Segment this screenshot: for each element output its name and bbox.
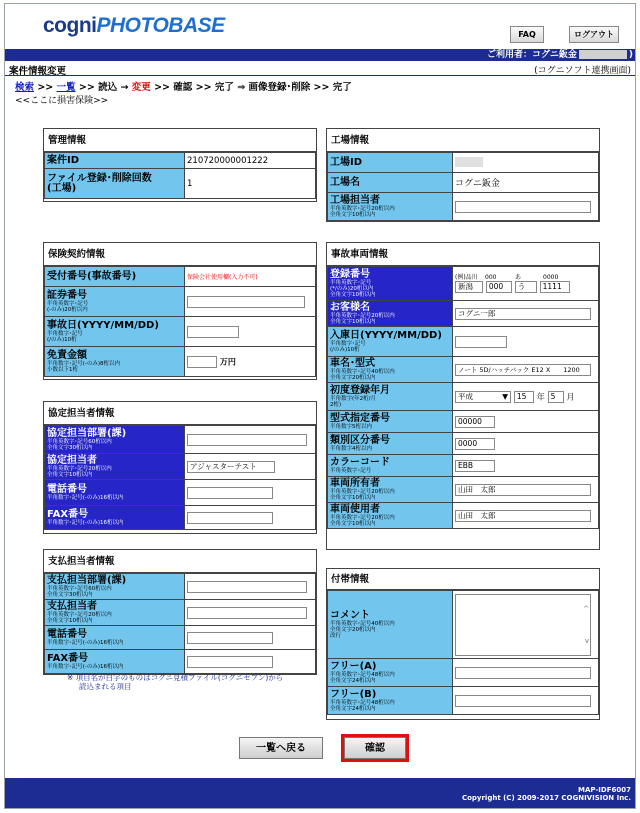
era-value: 平成: [458, 391, 473, 401]
car-model-input[interactable]: ノート 5D/ハッチバック E12 X 1200: [455, 364, 591, 376]
deductible-unit: 万円: [219, 357, 236, 366]
owner-input[interactable]: 山田 太郎: [455, 484, 591, 496]
app-frame: [4, 3, 636, 809]
label-sub: 半角英数字･記号20桁以内: [330, 312, 395, 319]
agreement-fax-cell: [185, 506, 316, 530]
payment-fax-input[interactable]: [187, 656, 273, 668]
user-label: [328, 503, 453, 529]
customer-name-input[interactable]: コグニ一郎: [455, 308, 591, 320]
value-text: 1: [187, 178, 193, 189]
label-text: 型式指定番号: [330, 412, 390, 424]
footnote-line: ※ 項目名が白字のものはコグニ見積ファイル(コグニセブン)から: [67, 673, 284, 682]
confirm-label: 確認: [365, 743, 385, 754]
label-sub: 2桁): [330, 401, 342, 408]
insurance-contract-section: [43, 242, 317, 380]
user-suffix: ): [628, 50, 633, 60]
label-text: 入庫日(YYYY/MM/DD): [330, 329, 442, 341]
user-cell: [453, 503, 599, 529]
label-text: 工場ID: [330, 156, 363, 168]
value-text: コグニ鈑金: [455, 179, 500, 189]
label-text: 支払担当部署(課): [47, 574, 127, 586]
free-a-cell: [453, 659, 599, 687]
payment-dept-input[interactable]: [187, 581, 307, 593]
footnote-line: 読込まれる項目: [79, 682, 132, 691]
value-text: 210720000001222: [187, 155, 269, 166]
chevron-down-icon: ▼: [502, 391, 508, 401]
label-text: 支払担当者: [47, 600, 97, 612]
section-title: 付帯情報: [327, 569, 599, 590]
accident-date-label: [45, 317, 185, 347]
label-sub: 半角数字･記号(-のみ)16桁以内: [47, 494, 124, 501]
registration-label: [328, 267, 453, 301]
label-sub: 全角文字20桁以内: [330, 626, 376, 633]
model-designation-input[interactable]: 00000: [455, 416, 495, 428]
factory-person-cell: [453, 193, 599, 221]
breadcrumb-change-current: 変更: [131, 82, 151, 93]
agreement-dept-cell: [185, 426, 316, 454]
era-select[interactable]: [455, 391, 511, 403]
faq-label: FAQ: [518, 30, 536, 39]
agreement-person-label: [45, 454, 185, 480]
label-sub: 半角数字･記号: [330, 340, 366, 347]
deductible-cell: [185, 347, 316, 377]
page-subtitle: (コグニソフト連携画面): [534, 66, 631, 76]
label-sub: 半角英数字･記号20桁以内: [330, 205, 395, 212]
factory-id-label: [328, 153, 453, 173]
factory-id-masked: [455, 157, 483, 167]
title-bar: [5, 62, 635, 76]
logo-photobase: PHOTOBASE: [96, 14, 225, 37]
additional-info-section: [326, 568, 600, 720]
label-sub: 半角英数字･記号: [330, 279, 372, 286]
category-number-cell: [453, 433, 599, 455]
copyright: Copyright (C) 2009-2017 COGNIVISION Inc.: [461, 794, 631, 802]
agreement-tel-label: [45, 480, 185, 506]
breadcrumb-done2: 完了: [332, 82, 352, 93]
deductible-input[interactable]: [187, 356, 217, 368]
label-sub: 半角英数字･記号20桁以内: [47, 611, 112, 618]
label-sub: 改行: [330, 632, 342, 639]
section-title: 管理情報: [44, 129, 316, 152]
agreement-person-input[interactable]: アジャスターテスト: [187, 461, 275, 473]
breadcrumb-sep: >>: [78, 82, 95, 93]
label-sub: 全角文字10桁以内: [330, 494, 376, 501]
factory-id-value: [453, 153, 599, 173]
label-text: 免責金額: [47, 349, 87, 361]
breadcrumb-sep: >>: [154, 82, 170, 93]
vehicle-info-section: [326, 242, 600, 550]
agreement-person-cell: [185, 454, 316, 480]
month-input[interactable]: 5: [548, 391, 564, 403]
label-sub: 半角英数字･記号48桁以内: [330, 699, 395, 706]
comment-label: [328, 591, 453, 659]
breadcrumb-done: 完了: [214, 82, 234, 93]
factory-person-input[interactable]: [455, 201, 591, 213]
management-table: [44, 152, 316, 199]
free-b-label: [328, 687, 453, 715]
factory-person-label: [328, 193, 453, 221]
label-sub: 全角文字10桁以内: [330, 520, 376, 527]
entry-date-label: [328, 327, 453, 357]
label-text: ファイル登録･削除回数: [47, 172, 152, 184]
agreement-staff-section: [43, 401, 317, 534]
label-text: 類別区分番号: [330, 434, 390, 446]
agreement-table: [44, 425, 316, 530]
registration-number-input[interactable]: 1111: [540, 281, 570, 293]
policy-number-cell: [185, 287, 316, 317]
accident-date-cell: [185, 317, 316, 347]
customer-name-cell: [453, 301, 599, 327]
label-text: 電話番号: [47, 483, 87, 495]
label-sub: 全角文字10桁以内: [47, 471, 93, 478]
payment-dept-cell: [185, 574, 316, 600]
insurance-type-note: <<ここに損害保険>>: [15, 96, 109, 106]
page-title: 案件情報変更: [9, 66, 67, 77]
label-text: カラーコード: [330, 456, 390, 468]
file-count-value: [185, 169, 316, 199]
agreement-tel-cell: [185, 480, 316, 506]
breadcrumb-search-link[interactable]: 検索: [15, 82, 35, 93]
label-sub: 全角文字24桁以内: [330, 677, 376, 684]
label-sub: 半角数字(年2桁/月: [330, 395, 376, 402]
payment-tel-input[interactable]: [187, 632, 273, 644]
insurance-table: [44, 266, 316, 377]
breadcrumb-image-register: 画像登録･削除: [248, 82, 311, 93]
free-a-label: [328, 659, 453, 687]
label-sub: 半角数字･記号(-のみ)16桁以内: [47, 519, 124, 526]
label-sub: 全角文字20桁以内: [330, 374, 376, 381]
customer-name-label: [328, 301, 453, 327]
section-title: 事故車両情報: [327, 243, 599, 266]
reg-caption: 000: [485, 274, 497, 281]
payment-person-cell: [185, 600, 316, 626]
accept-number-label: [45, 267, 185, 287]
year-unit: 年: [536, 392, 545, 401]
back-to-list-button[interactable]: [239, 737, 323, 759]
comment-textarea[interactable]: [455, 594, 591, 656]
payment-dept-label: [45, 574, 185, 600]
label-sub: 全角文字10桁以内: [330, 291, 376, 298]
label-sub: 半角英数字･記号20桁以内: [47, 465, 112, 472]
label-text: 協定担当者: [47, 454, 97, 466]
file-count-label: [45, 169, 185, 199]
label-text: (工場): [47, 182, 77, 194]
footer-bar: [5, 778, 635, 808]
section-title: 協定担当者情報: [44, 402, 316, 425]
label-sub: (*/のみ)20桁以内: [330, 285, 374, 292]
label-sub: (-のみ)20桁以内: [47, 306, 88, 313]
label-sub: (/のみ)10桁: [47, 336, 77, 343]
agreement-fax-label: [45, 506, 185, 530]
reg-caption: (例)品川: [455, 274, 478, 281]
car-model-cell: [453, 357, 599, 383]
label-sub: 全角文字30桁以内: [47, 444, 93, 451]
registration-kana-input[interactable]: う: [515, 281, 537, 293]
label-sub: 半角数字･記号(-のみ)8桁以内: [47, 360, 121, 367]
payment-staff-section: [43, 549, 317, 675]
label-text: フリー(A): [330, 660, 377, 672]
label-sub: 全角文字30桁以内: [47, 591, 93, 598]
agreement-tel-input[interactable]: [187, 487, 273, 499]
label-text: 車名･型式: [330, 357, 375, 369]
label-sub: 小数以下1桁: [47, 366, 78, 373]
payment-fax-label: [45, 650, 185, 674]
label-text: 案件ID: [47, 154, 80, 166]
payment-tel-label: [45, 626, 185, 650]
payment-tel-cell: [185, 626, 316, 650]
free-b-cell: [453, 687, 599, 715]
first-registration-label: [328, 383, 453, 411]
label-text: コメント: [330, 609, 370, 621]
footer-text: [462, 786, 631, 802]
breadcrumb-read: 読込: [98, 82, 118, 93]
logo-cogni: cogni: [43, 14, 97, 37]
accept-number-cell: [185, 267, 316, 287]
breadcrumb-sep: >>: [37, 82, 54, 93]
registration-region-input[interactable]: 新潟: [455, 281, 483, 293]
factory-table: [327, 152, 599, 221]
label-sub: 半角数字5桁以内: [330, 423, 372, 430]
payment-person-label: [45, 600, 185, 626]
label-sub: 全角文字10桁以内: [47, 617, 93, 624]
label-sub: 半角英数字･記号: [47, 300, 89, 307]
policy-number-label: [45, 287, 185, 317]
registration-cell: [453, 267, 599, 301]
label-text: 受付番号(事故番号): [47, 270, 137, 282]
label-text: フリー(B): [330, 688, 377, 700]
payment-table: [44, 573, 316, 674]
payment-fax-cell: [185, 650, 316, 674]
label-sub: 半角英数字･記号: [330, 467, 372, 474]
breadcrumb-sep: >>: [195, 82, 212, 93]
label-text: 車両所有者: [330, 477, 380, 489]
color-code-cell: [453, 455, 599, 477]
model-designation-cell: [453, 411, 599, 433]
screen-code: MAP-IDF6007: [578, 786, 631, 794]
faq-button[interactable]: [510, 26, 544, 43]
label-sub: 半角数字･記号(-のみ)16桁以内: [47, 639, 124, 646]
confirm-button[interactable]: [344, 737, 406, 759]
category-number-label: [328, 433, 453, 455]
logo: [43, 14, 225, 38]
agreement-dept-input[interactable]: [187, 434, 307, 446]
breadcrumb-sep: >>: [313, 82, 330, 93]
agreement-fax-input[interactable]: [187, 512, 273, 524]
vehicle-table: [327, 266, 599, 529]
label-text: 事故日(YYYY/MM/DD): [47, 319, 159, 331]
vehicle-user-input[interactable]: 山田 太郎: [455, 510, 591, 522]
label-sub: 半角数字･記号: [47, 330, 83, 337]
breadcrumb: [15, 79, 352, 93]
reg-caption: あ: [515, 274, 522, 281]
entry-date-cell: [453, 327, 599, 357]
agreement-dept-label: [45, 426, 185, 454]
color-code-label: [328, 455, 453, 477]
back-to-list-label: 一覧へ戻る: [256, 743, 306, 754]
category-number-input[interactable]: 0000: [455, 438, 495, 450]
label-text: FAX番号: [47, 508, 89, 520]
first-registration-cell: [453, 383, 599, 411]
accept-number-note: 保険会社使用欄(入力不可): [187, 273, 258, 281]
factory-info-section: [326, 128, 600, 222]
label-sub: 半角英数字･記号60桁以内: [47, 585, 112, 592]
label-sub: 半角英数字･記号40桁以内: [330, 620, 395, 627]
scroll-up-icon[interactable]: ^: [583, 604, 589, 613]
label-sub: 半角英数字･記号20桁以内: [330, 488, 395, 495]
comment-cell: [453, 591, 599, 659]
label-text: 登録番号: [330, 268, 370, 280]
label-text: 協定担当部署(課): [47, 427, 127, 439]
case-id-label: [45, 153, 185, 169]
breadcrumb-arrow: ⇒: [237, 82, 246, 93]
label-text: 工場名: [330, 176, 360, 188]
label-text: お客様名: [330, 301, 370, 313]
year-input[interactable]: 15: [514, 391, 534, 403]
label-sub: 半角英数字･記号40桁以内: [330, 368, 395, 375]
section-title: 工場情報: [327, 129, 599, 152]
label-sub: 半角英数字･記号60桁以内: [47, 438, 112, 445]
label-sub: 全角文字10桁以内: [330, 318, 376, 325]
label-sub: 半角数字･記号(-のみ)16桁以内: [47, 663, 124, 670]
label-text: 電話番号: [47, 628, 87, 640]
owner-label: [328, 477, 453, 503]
factory-name-label: [328, 173, 453, 193]
user-info: [487, 49, 633, 61]
label-text: 工場担当者: [330, 194, 380, 206]
accident-date-input[interactable]: [187, 326, 239, 338]
label-sub: 全角文字10桁以内: [330, 211, 376, 218]
user-id-masked: [579, 50, 627, 59]
registration-class-input[interactable]: 000: [486, 281, 512, 293]
label-sub: 半角英数字･記号20桁以内: [330, 514, 395, 521]
label-sub: 半角英数字･記号48桁以内: [330, 671, 395, 678]
month-unit: 月: [566, 392, 575, 401]
label-text: 車両使用者: [330, 503, 380, 515]
reg-caption: 0000: [543, 274, 559, 281]
logout-label: ログアウト: [574, 30, 614, 39]
label-text: FAX番号: [47, 652, 89, 664]
color-code-input[interactable]: EBB: [455, 460, 495, 472]
label-sub: 全角文字24桁以内: [330, 705, 376, 712]
logout-button[interactable]: [569, 26, 619, 43]
car-model-label: [328, 357, 453, 383]
label-text: 証券番号: [47, 289, 87, 301]
entry-date-input[interactable]: [455, 336, 507, 348]
label-sub: (/のみ)10桁: [330, 346, 360, 353]
policy-number-input[interactable]: [187, 296, 305, 308]
label-sub: 半角数字4桁以内: [330, 445, 372, 452]
management-info-section: [43, 128, 317, 202]
breadcrumb-arrow: →: [120, 82, 129, 93]
factory-name-value: [453, 173, 599, 193]
additional-table: [327, 590, 599, 715]
case-id-value: [185, 153, 316, 169]
section-title: 保険契約情報: [44, 243, 316, 266]
section-title: 支払担当者情報: [44, 550, 316, 573]
model-designation-label: [328, 411, 453, 433]
free-a-input[interactable]: [455, 667, 591, 679]
scroll-down-icon[interactable]: v: [584, 636, 589, 645]
user-name: ご利用者：コグニ鈑金: [487, 50, 577, 60]
payment-person-input[interactable]: [187, 607, 307, 619]
label-text: 初度登録年月: [330, 384, 390, 396]
free-b-input[interactable]: [455, 695, 591, 707]
deductible-label: [45, 347, 185, 377]
breadcrumb-confirm: 確認: [173, 82, 193, 93]
owner-cell: [453, 477, 599, 503]
footnote: [67, 673, 283, 691]
breadcrumb-list-link[interactable]: 一覧: [56, 82, 76, 93]
